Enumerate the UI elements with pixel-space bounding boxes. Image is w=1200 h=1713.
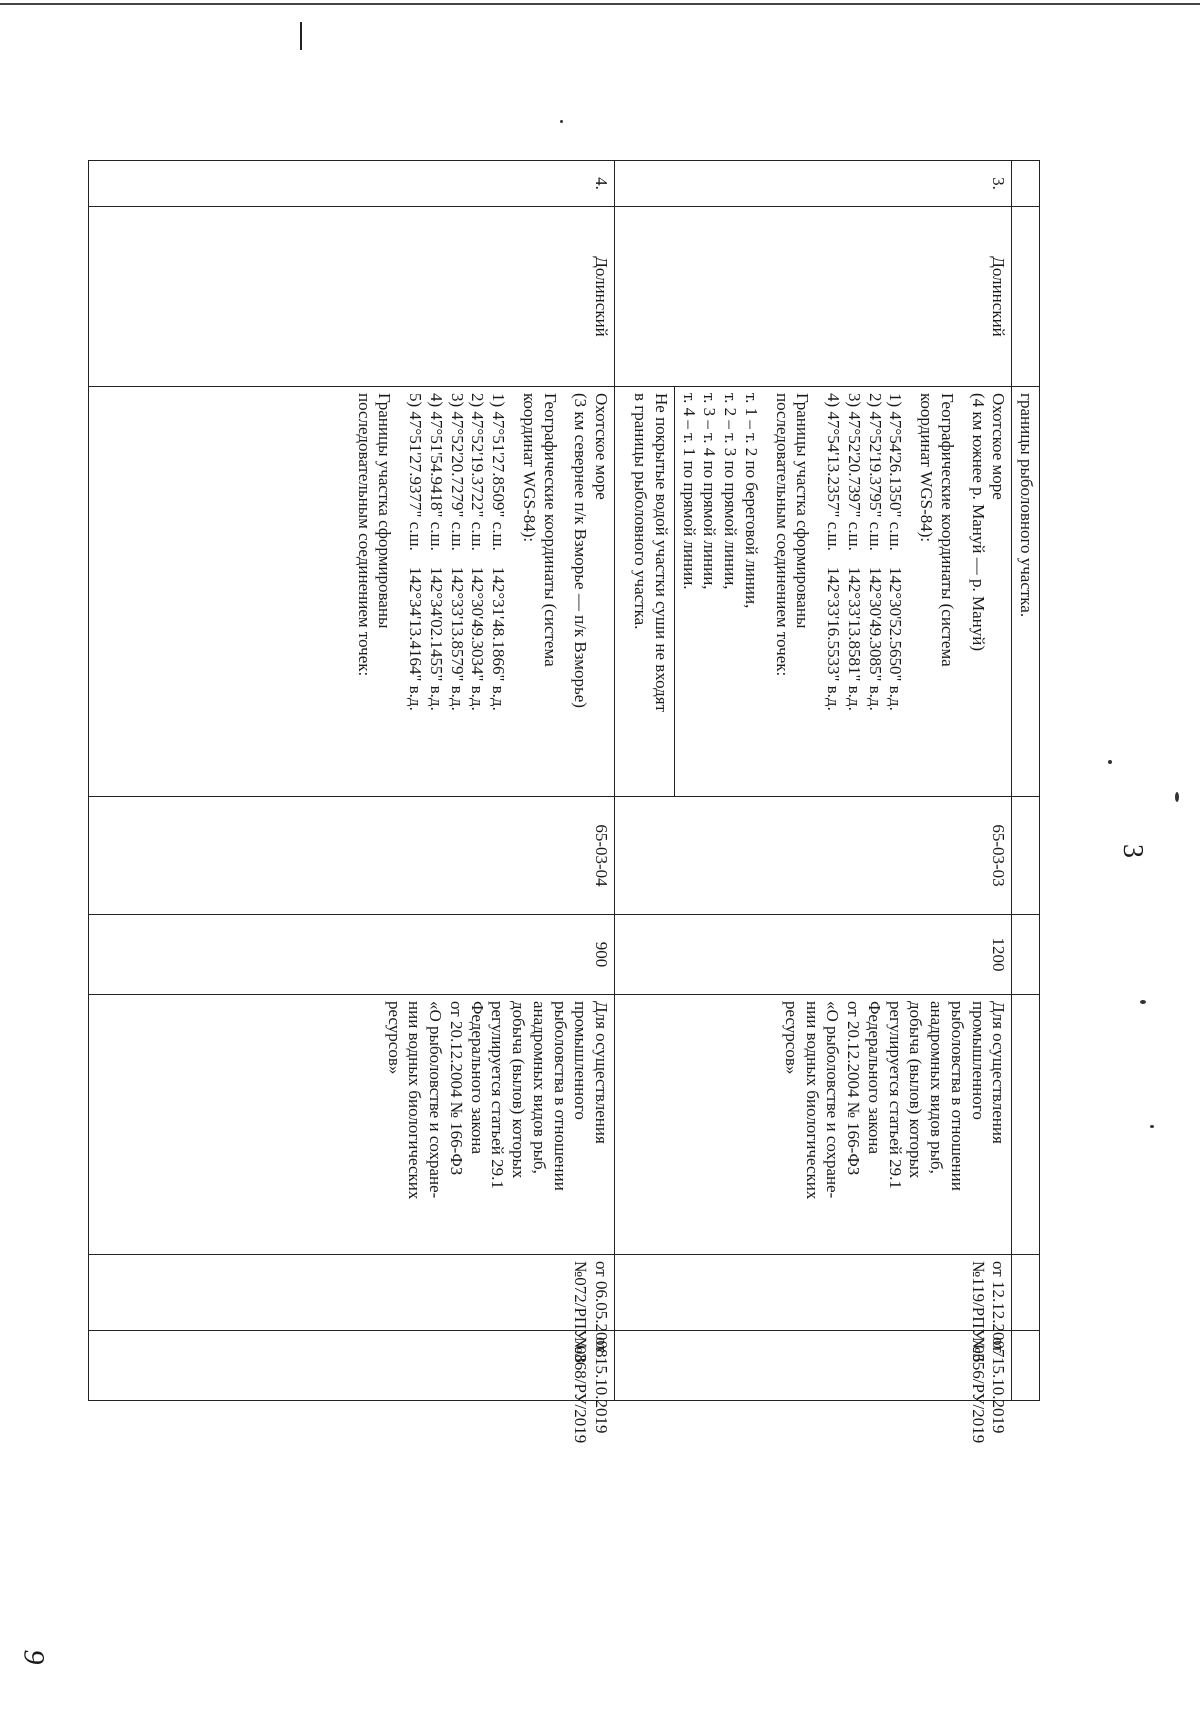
boundary-link: т. 1 – т. 2 по береговой линии,	[741, 393, 761, 609]
coord-system-title: координат WGS-84):	[917, 393, 937, 543]
scan-speck	[1175, 792, 1179, 802]
cell-empty	[1012, 1331, 1040, 1401]
cell-continuation-text: границы рыболовного участка.	[1012, 387, 1040, 797]
site-size: 1200	[614, 915, 1011, 995]
amending-document: от 15.10.2019 №368/РУ/2019	[88, 1331, 614, 1401]
cell-empty	[1012, 161, 1040, 207]
coord-point: 5) 47°51'27.9377" с.ш. 142°34'13.4164" в.д.	[406, 393, 426, 711]
boundary-link: т. 3 – т. 4 по прямой линии,	[700, 393, 720, 590]
coord-point: 3) 47°52'20.7397" с.ш. 142°33'13.8581" в.д.	[844, 393, 864, 711]
original-document: от 06.05.2008 №072/РПУ/08	[88, 1255, 614, 1331]
coord-system-title: координат WGS-84):	[519, 393, 539, 543]
coord-point: 3) 47°52'20.7279" с.ш. 142°33'13.8579" в.д.	[447, 393, 467, 711]
site-code: 65-03-03	[614, 797, 1011, 915]
locality: (4 км южнее р. Мануй — р. Мануй)	[968, 393, 988, 652]
site-code: 65-03-04	[88, 797, 614, 915]
table-row	[674, 161, 1011, 1401]
scan-speck	[560, 120, 563, 123]
locality: (3 км севернее п/к Взморье — п/к Взморье)	[571, 393, 591, 708]
top-border-line	[0, 3, 1200, 5]
cell-empty	[1012, 1255, 1040, 1331]
coord-point: 4) 47°54'13.2357" с.ш. 142°33'16.5533" в.д.	[824, 393, 844, 711]
formed-text: последовательным соединением точек:	[354, 393, 374, 677]
row-number: 4.	[88, 161, 614, 207]
formed-text: Границы участка сформированы	[375, 393, 395, 629]
row-number: 3.	[614, 161, 1011, 207]
coord-point: 1) 47°54'26.1350" с.ш. 142°30'52.5650" в.д.	[886, 393, 906, 711]
site-purpose: Для осуществления промышленного рыболовства в отношении анадромных видов рыб, добыча (вылов) которых регулируется статьей 29.1 Федерального закона от 20.12.2004 № 166-ФЗ «О рыболовстве и сохране- нии водных биологических ресурсов»	[614, 995, 1011, 1255]
top-tick-mark	[300, 22, 302, 50]
site-boundaries	[674, 387, 1011, 797]
coord-system-title: Географические координаты (система	[937, 393, 957, 667]
cell-empty	[1012, 995, 1040, 1255]
formed-text: Границы участка сформированы	[793, 393, 813, 629]
fishing-sites-table	[88, 160, 1040, 1444]
page-corner-mark: 9	[17, 1649, 51, 1665]
coord-point: 4) 47°51'54.9418" с.ш. 142°34'02.1455" в.д.	[426, 393, 446, 711]
site-note: Не покрытые водой участки суши не входят в границы рыболовного участка.	[614, 387, 674, 797]
coord-point: 1) 47°51'27.8509" с.ш. 142°31'48.1866" в.д.	[489, 393, 509, 711]
district-name: Долинский	[88, 207, 614, 387]
sea-name: Охотское море	[591, 393, 611, 500]
table-row	[88, 161, 614, 1401]
rotated-table-container	[116, 160, 1040, 1444]
cell-empty	[1012, 915, 1040, 995]
coord-system-title: Географические координаты (система	[540, 393, 560, 667]
cell-empty	[1012, 797, 1040, 915]
boundary-link: т. 2 – т. 3 по прямой линии,	[721, 393, 741, 590]
site-size: 900	[88, 915, 614, 995]
original-document: от 12.12.2007 №119/РПУ/06	[614, 1255, 1011, 1331]
coord-point: 2) 47°52'19.3722" с.ш. 142°30'49.3034" в.д.	[468, 393, 488, 711]
scan-speck	[1150, 1125, 1154, 1128]
scan-speck	[1108, 760, 1112, 764]
site-purpose: Для осуществления промышленного рыболовства в отношении анадромных видов рыб, добыча (вылов) которых регулируется статьей 29.1 Федерального закона от 20.12.2004 № 166-ФЗ «О рыболовстве и сохране- нии водных биологических ресурсов»	[88, 995, 614, 1255]
cell-empty	[1012, 207, 1040, 387]
table-row	[1012, 161, 1040, 1401]
boundary-link: т. 4 – т. 1 по прямой линии.	[679, 393, 699, 590]
page-side-mark: 3	[1117, 844, 1148, 858]
scan-speck	[1140, 1000, 1146, 1004]
sea-name: Охотское море	[989, 393, 1009, 500]
amending-document: от 15.10.2019 №356/РУ/2019	[614, 1331, 1011, 1401]
coord-point: 2) 47°52'19.3795" с.ш. 142°30'49.3085" в.д.	[865, 393, 885, 711]
formed-text: последовательным соединением точек:	[772, 393, 792, 677]
site-boundaries	[88, 387, 614, 797]
district-name: Долинский	[614, 207, 1011, 387]
